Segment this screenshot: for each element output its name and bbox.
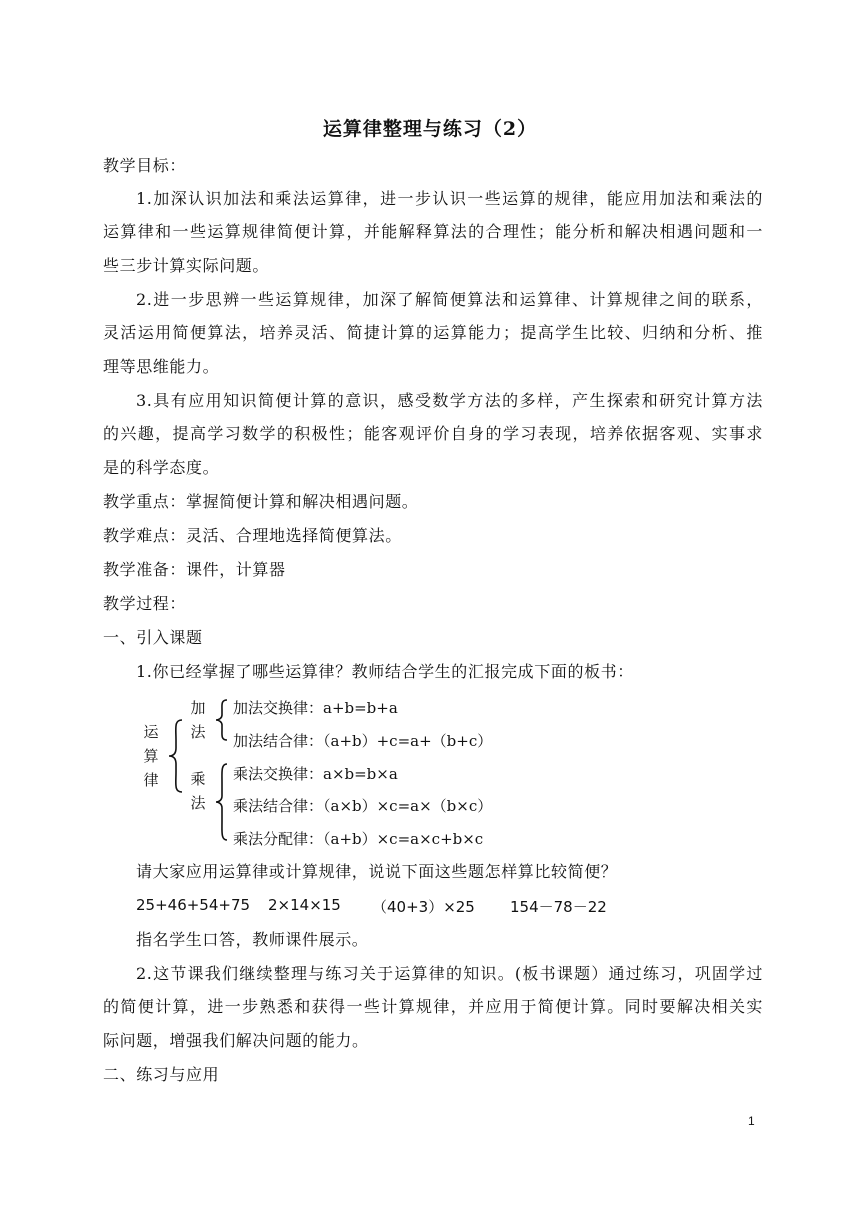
step-2-line-3: 际问题，增强我们解决问题的能力。 bbox=[103, 1031, 369, 1050]
addition-brace bbox=[213, 698, 231, 742]
step-2-line-2: 的简便计算，进一步熟悉和获得一些计算规律，并应用于简便计算。同时要解决相关实 bbox=[103, 997, 763, 1016]
multiplication-char-1: 乘 bbox=[190, 770, 206, 788]
objective-2-line-1: 2.进一步思辨一些运算规律，加深了解简便算法和运算律、计算规律之间的联系， bbox=[136, 290, 763, 309]
mul-law-commutative: 乘法交换律：a×b=b×a bbox=[233, 765, 398, 783]
preparation: 教学准备：课件，计算器 bbox=[103, 560, 286, 579]
root-brace bbox=[166, 718, 186, 794]
exercise-4: 154－78－22 bbox=[510, 898, 607, 916]
objective-3-line-1: 3.具有应用知识简便计算的意识，感受数学方法的多样，产生探索和研究计算方法 bbox=[136, 391, 763, 410]
root-char-2: 算 bbox=[143, 747, 159, 765]
section-1-heading: 一、引入课题 bbox=[103, 628, 203, 647]
addition-char-1: 加 bbox=[190, 699, 206, 717]
page-number: 1 bbox=[748, 1114, 755, 1128]
exercise-3: （40+3）×25 bbox=[372, 898, 475, 916]
exercise-1: 25+46+54+75 bbox=[136, 896, 251, 914]
key-point: 教学重点：掌握简便计算和解决相遇问题。 bbox=[103, 492, 419, 511]
objective-3-line-3: 是的科学态度。 bbox=[103, 458, 220, 477]
objective-2-line-3: 理等思维能力。 bbox=[103, 357, 220, 376]
add-law-associative: 加法结合律：（a+b）+c=a+（b+c） bbox=[233, 732, 493, 750]
exercise-2: 2×14×15 bbox=[268, 896, 341, 914]
page-title: 运算律整理与练习（2） bbox=[322, 118, 538, 140]
multiplication-char-2: 法 bbox=[190, 794, 206, 812]
difficulty: 教学难点：灵活、合理地选择简便算法。 bbox=[103, 526, 402, 545]
add-law-commutative: 加法交换律：a+b=b+a bbox=[233, 699, 398, 717]
process-heading: 教学过程： bbox=[103, 594, 187, 613]
mul-law-associative: 乘法结合律：（a×b）×c=a×（b×c） bbox=[233, 797, 493, 815]
addition-char-2: 法 bbox=[190, 723, 206, 741]
objective-1-line-2: 运算律和一些运算规律简便计算，并能解释算法的合理性；能分析和解决相遇问题和一 bbox=[103, 222, 763, 241]
mul-law-distributive: 乘法分配律：（a+b）×c=a×c+b×c bbox=[233, 830, 484, 848]
objective-2-line-2: 灵活运用简便算法，培养灵活、简捷计算的运算能力；提高学生比较、归纳和分析、推 bbox=[103, 323, 763, 342]
exercise-prompt: 请大家应用运算律或计算规律，说说下面这些题怎样算比较简便？ bbox=[136, 862, 618, 881]
objective-3-line-2: 的兴趣，提高学习数学的积极性；能客观评价自身的学习表现，培养依据客观、实事求 bbox=[103, 424, 763, 443]
step-1: 1.你已经掌握了哪些运算律？教师结合学生的汇报完成下面的板书： bbox=[136, 662, 634, 681]
oral-answer-note: 指名学生口答，教师课件展示。 bbox=[136, 930, 369, 949]
multiplication-brace bbox=[213, 762, 231, 842]
section-2-heading: 二、练习与应用 bbox=[103, 1065, 220, 1084]
objective-1-line-3: 些三步计算实际问题。 bbox=[103, 256, 270, 275]
objective-1-line-1: 1.加深认识加法和乘法运算律，进一步认识一些运算的规律，能应用加法和乘法的 bbox=[136, 189, 763, 208]
objectives-heading: 教学目标： bbox=[103, 156, 187, 175]
root-char-3: 律 bbox=[143, 771, 159, 789]
root-char-1: 运 bbox=[143, 723, 159, 741]
step-2-line-1: 2.这节课我们继续整理与练习关于运算律的知识。(板书课题）通过练习，巩固学过 bbox=[136, 964, 763, 983]
